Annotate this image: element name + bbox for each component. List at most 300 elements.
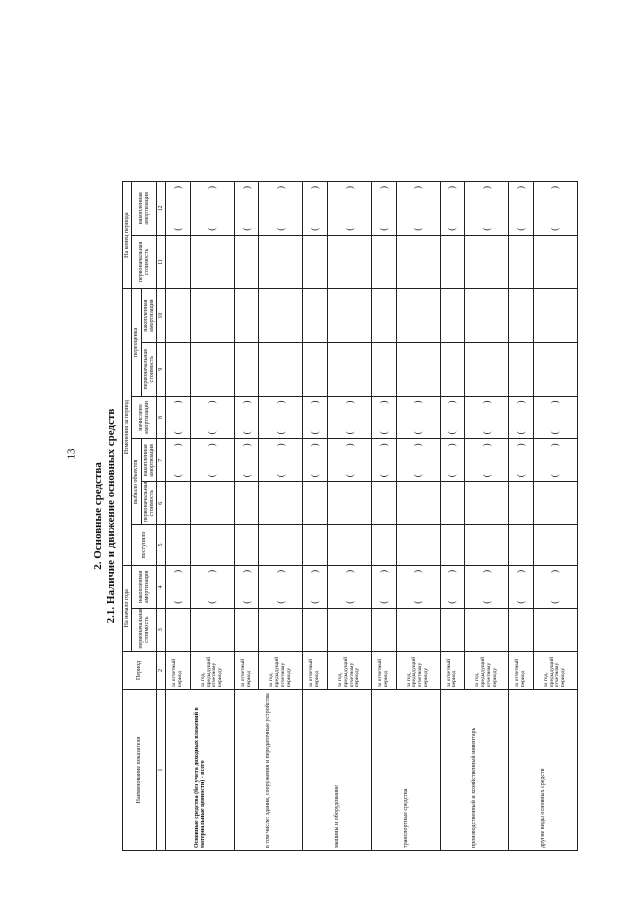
value-cell — [303, 289, 328, 343]
header-disposed: выбыло объектов — [132, 439, 141, 525]
open-bracket: ( — [172, 474, 183, 478]
value-cell — [509, 342, 534, 396]
bracket-pair — [167, 184, 189, 233]
col-num: 2 — [157, 651, 166, 690]
close-bracket: ) — [446, 443, 457, 447]
period-cell: за год, предыдущий отчетному периоду — [190, 651, 234, 690]
period-cell: за отчетный период — [166, 651, 191, 690]
column-number-row — [157, 182, 166, 851]
value-cell — [303, 235, 328, 289]
col-num: 12 — [157, 182, 166, 236]
open-bracket: ( — [446, 227, 457, 231]
value-cell — [440, 342, 465, 396]
period-cell: за год, предыдущий отчетному периоду — [328, 651, 372, 690]
value-cell — [533, 396, 577, 439]
value-cell — [190, 608, 234, 651]
bracket-pair — [236, 399, 258, 437]
period-cell: за отчетный период — [440, 651, 465, 690]
header-changes: Изменения за период — [123, 289, 132, 566]
period-cell: за год, предыдущий отчетному периоду — [533, 651, 577, 690]
close-bracket: ) — [378, 569, 389, 573]
open-bracket: ( — [275, 431, 286, 435]
value-cell — [303, 482, 328, 525]
open-bracket: ( — [549, 227, 560, 231]
value-cell — [372, 235, 397, 289]
value-cell — [166, 289, 191, 343]
period-cell: за год, предыдущий отчетному периоду — [465, 651, 509, 690]
value-cell — [259, 235, 303, 289]
close-bracket: ) — [343, 569, 354, 573]
close-bracket: ) — [515, 400, 526, 404]
table-row — [166, 182, 191, 851]
period-cell: за отчетный период — [303, 651, 328, 690]
open-bracket: ( — [343, 600, 354, 604]
close-bracket: ) — [549, 186, 560, 189]
close-bracket: ) — [378, 186, 389, 189]
table-row — [440, 182, 465, 851]
close-bracket: ) — [309, 186, 320, 189]
value-cell — [328, 565, 372, 608]
open-bracket: ( — [378, 600, 389, 604]
close-bracket: ) — [275, 569, 286, 573]
bracket-pair — [466, 568, 507, 606]
value-cell — [190, 289, 234, 343]
bracket-pair — [236, 184, 258, 233]
open-bracket: ( — [412, 600, 423, 604]
close-bracket: ) — [240, 443, 251, 447]
value-cell — [465, 439, 509, 482]
value-cell — [190, 482, 234, 525]
close-bracket: ) — [275, 443, 286, 447]
value-cell — [328, 289, 372, 343]
bracket-pair — [510, 184, 532, 233]
value-cell — [533, 608, 577, 651]
close-bracket: ) — [309, 569, 320, 573]
open-bracket: ( — [515, 474, 526, 478]
value-cell — [396, 289, 440, 343]
value-cell — [509, 235, 534, 289]
bracket-pair — [398, 184, 439, 233]
header-disposed-initial-cost: первоначальная стоимость — [141, 482, 157, 525]
bracket-pair — [442, 441, 464, 479]
col-num: 3 — [157, 608, 166, 651]
close-bracket: ) — [412, 443, 423, 447]
header-received: поступило — [132, 525, 157, 566]
open-bracket: ( — [343, 474, 354, 478]
value-cell — [372, 525, 397, 566]
value-cell — [190, 182, 234, 236]
value-cell — [166, 608, 191, 651]
value-cell — [440, 525, 465, 566]
value-cell — [440, 439, 465, 482]
value-cell — [234, 396, 259, 439]
open-bracket: ( — [206, 474, 217, 478]
close-bracket: ) — [172, 186, 183, 189]
close-bracket: ) — [481, 400, 492, 404]
open-bracket: ( — [481, 227, 492, 231]
header-start-accum-depr: накопленная амортизация — [132, 565, 157, 608]
close-bracket: ) — [446, 569, 457, 573]
value-cell — [465, 182, 509, 236]
close-bracket: ) — [309, 443, 320, 447]
value-cell — [328, 482, 372, 525]
value-cell — [465, 342, 509, 396]
value-cell — [303, 565, 328, 608]
period-cell: за отчетный период — [234, 651, 259, 690]
close-bracket: ) — [549, 400, 560, 404]
open-bracket: ( — [481, 600, 492, 604]
col-num: 9 — [157, 342, 166, 396]
close-bracket: ) — [275, 186, 286, 189]
bracket-pair — [510, 568, 532, 606]
open-bracket: ( — [309, 600, 320, 604]
value-cell — [465, 565, 509, 608]
value-cell — [166, 235, 191, 289]
indicator-name: производственный и хозяйственный инвентарь — [440, 690, 509, 851]
open-bracket: ( — [549, 474, 560, 478]
value-cell — [259, 289, 303, 343]
value-cell — [372, 439, 397, 482]
bracket-pair — [398, 399, 439, 437]
open-bracket: ( — [240, 227, 251, 231]
value-cell — [166, 525, 191, 566]
value-cell — [190, 565, 234, 608]
open-bracket: ( — [309, 431, 320, 435]
value-cell — [328, 182, 372, 236]
open-bracket: ( — [515, 431, 526, 435]
value-cell — [396, 439, 440, 482]
value-cell — [509, 525, 534, 566]
value-cell — [234, 565, 259, 608]
value-cell — [509, 608, 534, 651]
close-bracket: ) — [309, 400, 320, 404]
value-cell — [234, 608, 259, 651]
open-bracket: ( — [309, 227, 320, 231]
header-disposed-accum-depr: накопленная амортизация — [141, 439, 157, 482]
header-accrued-depr: начислено амортизации — [132, 396, 157, 439]
value-cell — [303, 608, 328, 651]
value-cell — [259, 608, 303, 651]
bracket-pair — [535, 568, 576, 606]
value-cell — [396, 482, 440, 525]
subsection-title: 2.1. Наличие и движение основных средств — [105, 408, 117, 624]
section-title: 2. Основные средства — [92, 462, 104, 570]
value-cell — [234, 439, 259, 482]
open-bracket: ( — [240, 600, 251, 604]
value-cell — [533, 439, 577, 482]
open-bracket: ( — [206, 600, 217, 604]
bracket-pair — [466, 441, 507, 479]
bracket-pair — [329, 399, 370, 437]
bracket-pair — [466, 399, 507, 437]
col-num: 11 — [157, 235, 166, 289]
value-cell — [328, 235, 372, 289]
close-bracket: ) — [481, 443, 492, 447]
header-end-initial-cost: первоначальная стоимость — [132, 235, 157, 289]
fixed-assets-table — [122, 181, 578, 851]
bracket-pair — [442, 568, 464, 606]
value-cell — [465, 482, 509, 525]
close-bracket: ) — [240, 186, 251, 189]
header-end-accum-depr: накопленная амортизация — [132, 182, 157, 236]
value-cell — [372, 182, 397, 236]
value-cell — [328, 396, 372, 439]
value-cell — [440, 289, 465, 343]
header-revaluation: переоценка — [132, 289, 141, 396]
col-num: 10 — [157, 289, 166, 343]
close-bracket: ) — [378, 400, 389, 404]
value-cell — [303, 439, 328, 482]
value-cell — [303, 342, 328, 396]
col-num: 5 — [157, 525, 166, 566]
bracket-pair — [192, 568, 233, 606]
value-cell — [234, 235, 259, 289]
value-cell — [303, 525, 328, 566]
bracket-pair — [466, 184, 507, 233]
value-cell — [533, 525, 577, 566]
value-cell — [166, 482, 191, 525]
open-bracket: ( — [275, 600, 286, 604]
value-cell — [259, 182, 303, 236]
value-cell — [396, 608, 440, 651]
bracket-pair — [442, 184, 464, 233]
bracket-pair — [304, 184, 326, 233]
close-bracket: ) — [343, 400, 354, 404]
close-bracket: ) — [206, 186, 217, 189]
value-cell — [303, 396, 328, 439]
header-start: На начало года — [123, 565, 132, 651]
close-bracket: ) — [481, 186, 492, 189]
bracket-pair — [535, 441, 576, 479]
bracket-pair — [510, 441, 532, 479]
bracket-pair — [329, 568, 370, 606]
value-cell — [396, 342, 440, 396]
close-bracket: ) — [412, 569, 423, 573]
bracket-pair — [535, 184, 576, 233]
value-cell — [396, 565, 440, 608]
open-bracket: ( — [515, 227, 526, 231]
indicator-name: машины и оборудование — [303, 690, 372, 851]
value-cell — [234, 182, 259, 236]
value-cell — [509, 482, 534, 525]
open-bracket: ( — [172, 600, 183, 604]
close-bracket: ) — [275, 400, 286, 404]
open-bracket: ( — [275, 227, 286, 231]
header-period: Период — [123, 651, 157, 690]
value-cell — [166, 182, 191, 236]
value-cell — [396, 235, 440, 289]
value-cell — [465, 608, 509, 651]
col-num: 8 — [157, 396, 166, 439]
value-cell — [234, 525, 259, 566]
table-body — [166, 182, 578, 851]
bracket-pair — [304, 568, 326, 606]
value-cell — [440, 482, 465, 525]
value-cell — [533, 182, 577, 236]
close-bracket: ) — [378, 443, 389, 447]
value-cell — [440, 182, 465, 236]
value-cell — [234, 289, 259, 343]
close-bracket: ) — [481, 569, 492, 573]
bracket-pair — [167, 399, 189, 437]
indicator-name: Основные средства (без учета доходных вложений в материальные ценности) - всего — [166, 690, 235, 851]
value-cell — [190, 342, 234, 396]
value-cell — [372, 608, 397, 651]
header-reval-accum-depr: накопленная амортизация — [141, 289, 157, 343]
bracket-pair — [398, 568, 439, 606]
value-cell — [328, 342, 372, 396]
value-cell — [533, 235, 577, 289]
close-bracket: ) — [240, 400, 251, 404]
header-start-initial-cost: первоначальная стоимость — [132, 608, 157, 651]
page-number: 13 — [65, 448, 78, 460]
bracket-pair — [329, 184, 370, 233]
value-cell — [259, 525, 303, 566]
period-cell: за отчетный период — [372, 651, 397, 690]
value-cell — [509, 565, 534, 608]
close-bracket: ) — [446, 400, 457, 404]
open-bracket: ( — [412, 431, 423, 435]
open-bracket: ( — [378, 227, 389, 231]
col-num: 1 — [157, 690, 166, 851]
bracket-pair — [260, 184, 301, 233]
value-cell — [372, 396, 397, 439]
open-bracket: ( — [515, 600, 526, 604]
bracket-pair — [167, 441, 189, 479]
table-header — [123, 182, 166, 851]
period-cell: за год, предыдущий отчетному периоду — [259, 651, 303, 690]
bracket-pair — [373, 568, 395, 606]
close-bracket: ) — [549, 443, 560, 447]
value-cell — [440, 608, 465, 651]
open-bracket: ( — [309, 474, 320, 478]
bracket-pair — [192, 184, 233, 233]
close-bracket: ) — [446, 186, 457, 189]
value-cell — [372, 565, 397, 608]
table-row — [303, 182, 328, 851]
open-bracket: ( — [481, 474, 492, 478]
value-cell — [166, 342, 191, 396]
close-bracket: ) — [172, 443, 183, 447]
col-num: 7 — [157, 439, 166, 482]
value-cell — [166, 565, 191, 608]
value-cell — [303, 182, 328, 236]
period-cell: за отчетный период — [509, 651, 534, 690]
value-cell — [190, 525, 234, 566]
bracket-pair — [510, 399, 532, 437]
close-bracket: ) — [515, 443, 526, 447]
value-cell — [259, 565, 303, 608]
value-cell — [440, 565, 465, 608]
value-cell — [509, 182, 534, 236]
value-cell — [259, 482, 303, 525]
close-bracket: ) — [412, 400, 423, 404]
header-end: На конец периода — [123, 182, 132, 289]
value-cell — [166, 439, 191, 482]
close-bracket: ) — [206, 400, 217, 404]
indicator-name: в том числе: здания, сооружения и передаточные устройства — [234, 690, 303, 851]
close-bracket: ) — [343, 186, 354, 189]
open-bracket: ( — [446, 474, 457, 478]
bracket-pair — [329, 441, 370, 479]
value-cell — [328, 608, 372, 651]
open-bracket: ( — [412, 474, 423, 478]
value-cell — [533, 482, 577, 525]
value-cell — [190, 235, 234, 289]
value-cell — [396, 525, 440, 566]
bracket-pair — [535, 399, 576, 437]
header-reval-initial-cost: первоначальная стоимость — [141, 342, 157, 396]
close-bracket: ) — [206, 569, 217, 573]
value-cell — [234, 482, 259, 525]
close-bracket: ) — [343, 443, 354, 447]
open-bracket: ( — [343, 227, 354, 231]
value-cell — [259, 396, 303, 439]
col-num: 6 — [157, 482, 166, 525]
bracket-pair — [398, 441, 439, 479]
value-cell — [465, 396, 509, 439]
open-bracket: ( — [206, 431, 217, 435]
bracket-pair — [304, 399, 326, 437]
bracket-pair — [260, 441, 301, 479]
table-row — [234, 182, 259, 851]
value-cell — [440, 235, 465, 289]
bracket-pair — [373, 399, 395, 437]
bracket-pair — [442, 399, 464, 437]
open-bracket: ( — [240, 431, 251, 435]
open-bracket: ( — [172, 431, 183, 435]
value-cell — [372, 482, 397, 525]
open-bracket: ( — [412, 227, 423, 231]
value-cell — [440, 396, 465, 439]
open-bracket: ( — [240, 474, 251, 478]
value-cell — [190, 439, 234, 482]
value-cell — [465, 525, 509, 566]
open-bracket: ( — [172, 227, 183, 231]
bracket-pair — [260, 568, 301, 606]
value-cell — [465, 289, 509, 343]
value-cell — [372, 342, 397, 396]
bracket-pair — [236, 441, 258, 479]
open-bracket: ( — [549, 431, 560, 435]
header-name: Наименование показателя — [123, 690, 157, 851]
value-cell — [533, 342, 577, 396]
open-bracket: ( — [343, 431, 354, 435]
open-bracket: ( — [549, 600, 560, 604]
value-cell — [328, 439, 372, 482]
value-cell — [533, 565, 577, 608]
value-cell — [166, 396, 191, 439]
close-bracket: ) — [515, 569, 526, 573]
value-cell — [259, 439, 303, 482]
value-cell — [396, 182, 440, 236]
close-bracket: ) — [412, 186, 423, 189]
open-bracket: ( — [378, 474, 389, 478]
value-cell — [372, 289, 397, 343]
value-cell — [259, 342, 303, 396]
value-cell — [396, 396, 440, 439]
bracket-pair — [260, 399, 301, 437]
value-cell — [509, 289, 534, 343]
value-cell — [328, 525, 372, 566]
bracket-pair — [373, 441, 395, 479]
title-block — [92, 181, 117, 851]
rotated-sheet — [92, 181, 582, 851]
table-row — [509, 182, 534, 851]
value-cell — [509, 396, 534, 439]
close-bracket: ) — [240, 569, 251, 573]
value-cell — [234, 342, 259, 396]
